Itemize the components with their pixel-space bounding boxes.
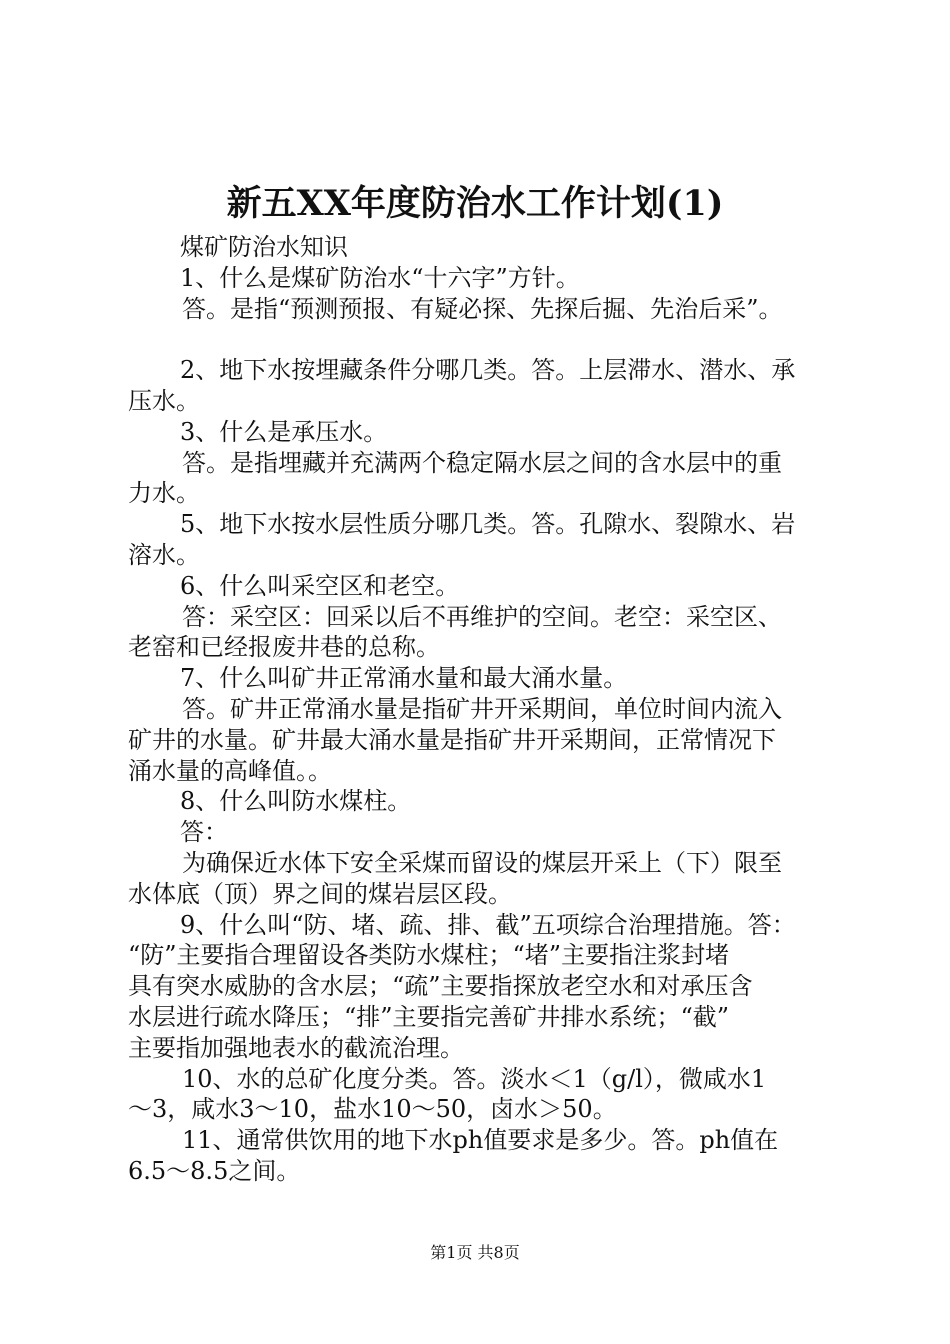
question-8: 8、什么叫防水煤柱。 bbox=[180, 787, 412, 816]
answer-7-continued: 矿井的水量。矿井最大涌水量是指矿井开采期间，正常情况下 bbox=[128, 725, 776, 754]
question-3: 3、什么是承压水。 bbox=[180, 417, 388, 446]
answer-6-continued: 老窑和已经报废井巷的总称。 bbox=[128, 633, 440, 662]
document-body bbox=[128, 232, 838, 1187]
page-title: 新五XX年度防治水工作计划(1) bbox=[226, 183, 724, 224]
answer-8: 为确保近水体下安全采煤而留设的煤层开采上（下）限至 bbox=[182, 848, 782, 877]
answer-6: 答：采空区：回采以后不再维护的空间。老空：采空区、 bbox=[182, 602, 782, 631]
question-2: 2、地下水按埋藏条件分哪几类。答。上层滞水、潜水、承 bbox=[180, 356, 796, 385]
answer-8-label: 答： bbox=[180, 818, 228, 847]
section-heading: 煤矿防治水知识 bbox=[180, 233, 348, 261]
question-5-continued: 溶水。 bbox=[128, 540, 200, 569]
blank-line bbox=[128, 324, 838, 355]
question-1: 1、什么是煤矿防治水“十六字”方针。 bbox=[180, 263, 580, 292]
answer-9-continued: 具有突水威胁的含水层；“疏”主要指探放老空水和对承压含 bbox=[128, 972, 753, 1001]
question-11: 11、通常供饮用的地下水ph值要求是多少。答。ph值在 bbox=[182, 1126, 779, 1155]
question-6: 6、什么叫采空区和老空。 bbox=[180, 571, 460, 600]
answer-7: 答。矿井正常涌水量是指矿井开采期间，单位时间内流入 bbox=[182, 694, 782, 723]
question-2-continued: 压水。 bbox=[128, 386, 200, 415]
answer-1: 答。是指“预测预报、有疑必探、先探后掘、先治后采”。 bbox=[182, 294, 783, 323]
question-5: 5、地下水按水层性质分哪几类。答。孔隙水、裂隙水、岩 bbox=[180, 510, 796, 539]
question-10-continued: ～3，咸水3～10，盐水10～50，卤水＞50。 bbox=[128, 1095, 617, 1124]
answer-9-continued-3: 主要指加强地表水的截流治理。 bbox=[128, 1033, 464, 1062]
question-10: 10、水的总矿化度分类。答。淡水＜1（g/l），微咸水1 bbox=[182, 1064, 767, 1093]
answer-3: 答。是指埋藏并充满两个稳定隔水层之间的含水层中的重 bbox=[182, 448, 782, 477]
answer-7-continued-2: 涌水量的高峰值。。 bbox=[128, 756, 332, 785]
answer-9: “防”主要指合理留设各类防水煤柱；“堵”主要指注浆封堵 bbox=[128, 941, 730, 970]
answer-8-continued: 水体底（顶）界之间的煤岩层区段。 bbox=[128, 879, 512, 908]
page-footer: 第1页 共8页 bbox=[430, 1243, 520, 1262]
question-11-continued: 6.5～8.5之间。 bbox=[128, 1156, 301, 1185]
question-7: 7、什么叫矿井正常涌水量和最大涌水量。 bbox=[180, 664, 628, 693]
answer-9-continued-2: 水层进行疏水降压；“排”主要指完善矿井排水系统；“截” bbox=[128, 1002, 730, 1031]
answer-3-continued: 力水。 bbox=[128, 479, 200, 508]
question-9: 9、什么叫“防、堵、疏、排、截”五项综合治理措施。答： bbox=[180, 910, 796, 939]
